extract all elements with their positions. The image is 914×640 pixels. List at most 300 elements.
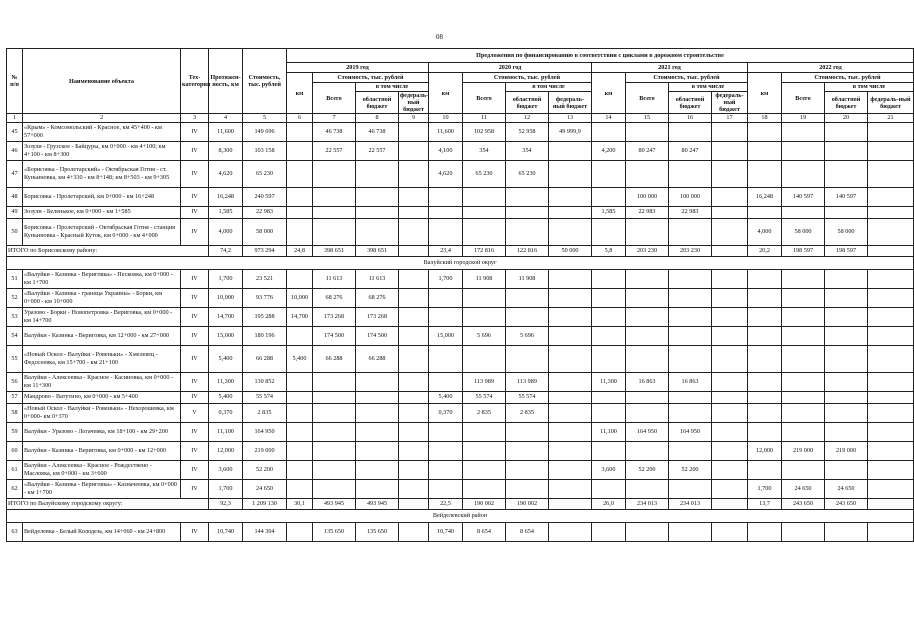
row-number: 53: [7, 307, 23, 326]
column-index-cell: 20: [825, 114, 868, 122]
table-cell: [712, 422, 748, 441]
table-cell: [712, 141, 748, 160]
table-cell: [549, 218, 592, 245]
table-cell: [549, 372, 592, 391]
table-cell: [287, 403, 313, 422]
row-number: 58: [7, 403, 23, 422]
table-cell: [506, 441, 549, 460]
table-cell: 219 000: [782, 441, 825, 460]
table-cell: [748, 422, 782, 441]
table-cell: 219 000: [825, 441, 868, 460]
table-cell: 65 230: [463, 160, 506, 187]
table-cell: 164 950: [243, 422, 287, 441]
column-index-cell: 12: [506, 114, 549, 122]
table-cell: IV: [181, 522, 209, 541]
object-name: «Валуйки - Казинка - Вериговка» - Казначеевка, км 0+000 - км 1+700: [23, 479, 181, 498]
table-cell: [748, 326, 782, 345]
table-cell: [399, 307, 429, 326]
total-label: ИТОГО по Валуйскому городскому округу:: [7, 498, 209, 509]
table-row: [7, 479, 914, 498]
table-cell: [868, 372, 914, 391]
table-cell: 22 983: [626, 206, 669, 218]
table-cell: 22 557: [356, 141, 399, 160]
table-cell: [592, 522, 626, 541]
table-cell: 1,700: [748, 479, 782, 498]
header-km: км: [748, 73, 782, 114]
total-cell: [712, 245, 748, 256]
table-cell: [549, 403, 592, 422]
object-name: Мандрово - Ватутино, км 0+000 - км 5+400: [23, 391, 181, 403]
table-cell: [782, 269, 825, 288]
total-cell: 74,2: [209, 245, 243, 256]
header-total: Всего: [313, 83, 356, 114]
table-cell: 68 276: [356, 288, 399, 307]
total-cell: 50 000: [549, 245, 592, 256]
table-cell: [712, 372, 748, 391]
table-cell: [463, 422, 506, 441]
total-label: ИТОГО по Борисовскому району:: [7, 245, 209, 256]
table-cell: [748, 460, 782, 479]
table-cell: [506, 187, 549, 206]
table-cell: [429, 307, 463, 326]
table-cell: [748, 403, 782, 422]
table-cell: [313, 422, 356, 441]
table-cell: 58 000: [825, 218, 868, 245]
table-cell: [356, 460, 399, 479]
table-cell: [549, 206, 592, 218]
row-number: 51: [7, 269, 23, 288]
total-cell: 23,4: [429, 245, 463, 256]
table-cell: [549, 187, 592, 206]
table-cell: [782, 160, 825, 187]
table-cell: 4,200: [592, 141, 626, 160]
table-cell: [592, 269, 626, 288]
table-cell: 11,600: [429, 122, 463, 141]
object-name: Валуйки - Уразово - Логачевка, км 18+100 - км 29+200: [23, 422, 181, 441]
table-cell: [669, 441, 712, 460]
row-number: 50: [7, 218, 23, 245]
table-cell: [782, 522, 825, 541]
table-cell: [549, 441, 592, 460]
table-row: [7, 403, 914, 422]
column-index-cell: 5: [243, 114, 287, 122]
table-cell: 93 776: [243, 288, 287, 307]
table-cell: 68 276: [313, 288, 356, 307]
table-cell: [287, 441, 313, 460]
table-cell: 46 738: [313, 122, 356, 141]
table-cell: [748, 269, 782, 288]
table-cell: 164 950: [626, 422, 669, 441]
table-cell: 8 654: [463, 522, 506, 541]
table-cell: [712, 345, 748, 372]
table-cell: [287, 460, 313, 479]
table-cell: 11 613: [313, 269, 356, 288]
table-cell: [626, 288, 669, 307]
table-cell: 180 196: [243, 326, 287, 345]
table-cell: [506, 288, 549, 307]
table-cell: [825, 403, 868, 422]
row-number: 45: [7, 122, 23, 141]
object-name: «Новый Оскол - Валуйки - Ровеньки» - Нехорошевка, км 0+000- км 0+370: [23, 403, 181, 422]
table-cell: 52 958: [506, 122, 549, 141]
row-number: 60: [7, 441, 23, 460]
table-cell: 11 908: [463, 269, 506, 288]
table-cell: 8,300: [209, 141, 243, 160]
total-cell: 5,8: [592, 245, 626, 256]
header-regional: областной бюджет: [669, 92, 712, 114]
column-index-cell: 6: [287, 114, 313, 122]
table-cell: 66 288: [243, 345, 287, 372]
column-index-cell: 10: [429, 114, 463, 122]
table-cell: 65 230: [243, 160, 287, 187]
table-cell: [626, 269, 669, 288]
column-index-cell: 9: [399, 114, 429, 122]
table-cell: 4,620: [429, 160, 463, 187]
row-number: 63: [7, 522, 23, 541]
object-name: «Борисовка - Пролетарский» - Октябрьская Готня - ст. Куньиновка, км 4+330 - км 8+148; км 8+503 - км 9+305: [23, 160, 181, 187]
table-cell: [356, 206, 399, 218]
object-name: «Валуйки - Казинка - Вериговка» - Песковка, км 0+000 - км 1+700: [23, 269, 181, 288]
table-cell: [825, 122, 868, 141]
header-cost-group: Стоимость, тыс. рублей: [782, 73, 914, 83]
table-cell: [712, 326, 748, 345]
table-cell: 173 268: [356, 307, 399, 326]
table-cell: IV: [181, 288, 209, 307]
table-row: [7, 307, 914, 326]
table-cell: [549, 345, 592, 372]
table-cell: [712, 307, 748, 326]
table-cell: [868, 391, 914, 403]
table-cell: 15,000: [429, 326, 463, 345]
table-cell: [313, 479, 356, 498]
table-cell: 22 983: [243, 206, 287, 218]
table-cell: [463, 345, 506, 372]
table-cell: [712, 187, 748, 206]
header-regional: областной бюджет: [825, 92, 868, 114]
object-name: Валуйки - Алексеевка - Красное - Рождествено - Масловка, км 0+000 - км 3+600: [23, 460, 181, 479]
table-cell: [356, 372, 399, 391]
table-cell: [313, 441, 356, 460]
table-cell: 12,000: [209, 441, 243, 460]
table-cell: [356, 422, 399, 441]
table-cell: [313, 391, 356, 403]
table-cell: [592, 326, 626, 345]
column-index-row: [7, 114, 914, 122]
header-year-2019: 2019 год: [287, 63, 429, 73]
table-cell: [748, 160, 782, 187]
table-cell: [463, 441, 506, 460]
table-cell: 0,370: [209, 403, 243, 422]
total-cell: 30,1: [287, 498, 313, 509]
total-cell: [868, 498, 914, 509]
table-cell: 100 000: [626, 187, 669, 206]
table-cell: [626, 479, 669, 498]
table-cell: [712, 441, 748, 460]
table-cell: IV: [181, 160, 209, 187]
table-row: [7, 460, 914, 479]
table-cell: 4,000: [748, 218, 782, 245]
table-row: [7, 269, 914, 288]
table-cell: [549, 391, 592, 403]
table-row: [7, 345, 914, 372]
table-cell: [592, 479, 626, 498]
table-cell: [712, 391, 748, 403]
table-cell: IV: [181, 206, 209, 218]
header-category: Тех-категория: [181, 49, 209, 114]
table-cell: 5 696: [506, 326, 549, 345]
table-cell: [825, 326, 868, 345]
table-cell: [669, 391, 712, 403]
column-index-cell: 1: [7, 114, 23, 122]
table-cell: [782, 288, 825, 307]
table-cell: [592, 391, 626, 403]
table-cell: [399, 160, 429, 187]
table-cell: 354: [506, 141, 549, 160]
row-number: 61: [7, 460, 23, 479]
table-cell: [825, 288, 868, 307]
table-cell: [782, 307, 825, 326]
object-name: Зозули - Грузское - Байцуры, км 0+000 - км 4+100; км 4+100 - км 8+300: [23, 141, 181, 160]
table-cell: 140 597: [782, 187, 825, 206]
table-row: [7, 187, 914, 206]
table-cell: [669, 345, 712, 372]
table-cell: 55 574: [506, 391, 549, 403]
total-cell: 203 230: [669, 245, 712, 256]
table-cell: [868, 422, 914, 441]
row-number: 55: [7, 345, 23, 372]
total-cell: 243 650: [782, 498, 825, 509]
table-cell: [287, 522, 313, 541]
table-cell: [399, 441, 429, 460]
table-cell: [592, 307, 626, 326]
table-cell: 149 696: [243, 122, 287, 141]
table-cell: [782, 345, 825, 372]
table-body: [7, 122, 914, 541]
table-cell: 46 738: [356, 122, 399, 141]
table-cell: [549, 160, 592, 187]
table-row: [7, 326, 914, 345]
section-header-row: [7, 509, 914, 522]
table-cell: [429, 288, 463, 307]
table-cell: [506, 345, 549, 372]
table-cell: IV: [181, 460, 209, 479]
table-cell: 16,248: [209, 187, 243, 206]
object-name: «Крым» - Комсомольский - Красное, км 45+400 - км 57+000: [23, 122, 181, 141]
table-row: [7, 218, 914, 245]
object-name: Валуйки - Алексеевка - Красное - Касиновка, км 0+000 - км 11+300: [23, 372, 181, 391]
table-cell: 1,700: [209, 479, 243, 498]
table-cell: 4,100: [429, 141, 463, 160]
table-cell: [399, 391, 429, 403]
table-cell: [399, 460, 429, 479]
row-number: 59: [7, 422, 23, 441]
table-cell: 55 574: [463, 391, 506, 403]
table-cell: [748, 288, 782, 307]
table-cell: [313, 460, 356, 479]
header-regional: областной бюджет: [356, 92, 399, 114]
table-cell: [356, 441, 399, 460]
column-index-cell: 16: [669, 114, 712, 122]
table-cell: 219 000: [243, 441, 287, 460]
table-cell: 52 200: [243, 460, 287, 479]
header-federal: федераль-ный бюджет: [868, 92, 914, 114]
object-name: Валуйки - Казинка - Вериговка, км 0+000 - км 12+000: [23, 441, 181, 460]
table-cell: 1,700: [429, 269, 463, 288]
table-cell: [748, 122, 782, 141]
table-cell: [463, 218, 506, 245]
table-cell: 173 268: [313, 307, 356, 326]
table-cell: 135 650: [313, 522, 356, 541]
table-cell: 135 650: [356, 522, 399, 541]
table-cell: 58 000: [782, 218, 825, 245]
total-cell: [399, 245, 429, 256]
table-cell: 16 863: [669, 372, 712, 391]
table-cell: [506, 218, 549, 245]
table-cell: [429, 206, 463, 218]
table-cell: [825, 141, 868, 160]
table-cell: IV: [181, 141, 209, 160]
total-cell: 24,8: [287, 245, 313, 256]
table-cell: [429, 479, 463, 498]
table-cell: [399, 479, 429, 498]
table-cell: 66 288: [356, 345, 399, 372]
table-cell: [399, 403, 429, 422]
table-cell: [429, 218, 463, 245]
table-cell: [669, 403, 712, 422]
table-cell: [626, 403, 669, 422]
header-year-2022: 2022 год: [748, 63, 914, 73]
table-cell: [712, 160, 748, 187]
financing-table: [6, 48, 914, 542]
column-index-cell: 8: [356, 114, 399, 122]
table-cell: [592, 160, 626, 187]
table-cell: [549, 479, 592, 498]
column-index-cell: 19: [782, 114, 825, 122]
header-length: Протяжен-ность, км: [209, 49, 243, 114]
table-cell: 4,620: [209, 160, 243, 187]
table-cell: 2 835: [243, 403, 287, 422]
header-year-2020: 2020 год: [429, 63, 592, 73]
object-name: Вейделевка - Белый Колодезь, км 14+060 - км 24+800: [23, 522, 181, 541]
table-cell: [868, 479, 914, 498]
table-cell: [463, 307, 506, 326]
row-number: 62: [7, 479, 23, 498]
table-cell: [399, 522, 429, 541]
table-cell: [313, 206, 356, 218]
table-cell: [782, 391, 825, 403]
table-cell: IV: [181, 326, 209, 345]
table-cell: 24 650: [825, 479, 868, 498]
table-cell: [782, 422, 825, 441]
table-cell: [669, 479, 712, 498]
table-cell: [506, 206, 549, 218]
table-cell: [399, 187, 429, 206]
table-cell: [748, 307, 782, 326]
table-cell: IV: [181, 187, 209, 206]
total-cell: 398 651: [356, 245, 399, 256]
table-cell: 8 654: [506, 522, 549, 541]
table-cell: [712, 460, 748, 479]
table-cell: 5,400: [209, 345, 243, 372]
header-federal: федераль-ный бюджет: [712, 92, 748, 114]
table-cell: [748, 522, 782, 541]
column-index-cell: 2: [23, 114, 181, 122]
table-row: [7, 441, 914, 460]
table-cell: [626, 218, 669, 245]
table-cell: [868, 522, 914, 541]
table-cell: [868, 307, 914, 326]
table-cell: 4,000: [209, 218, 243, 245]
table-row: [7, 122, 914, 141]
table-cell: 0,370: [429, 403, 463, 422]
table-cell: 10,740: [429, 522, 463, 541]
table-cell: [782, 206, 825, 218]
total-cell: 243 650: [825, 498, 868, 509]
row-number: 48: [7, 187, 23, 206]
table-cell: [868, 122, 914, 141]
table-cell: 113 989: [506, 372, 549, 391]
table-cell: 22 983: [669, 206, 712, 218]
table-cell: [626, 441, 669, 460]
table-cell: 2 835: [506, 403, 549, 422]
table-cell: [626, 160, 669, 187]
table-cell: [868, 218, 914, 245]
table-cell: 1,700: [209, 269, 243, 288]
table-cell: IV: [181, 122, 209, 141]
table-cell: 24 650: [782, 479, 825, 498]
total-cell: 190 002: [506, 498, 549, 509]
table-cell: [399, 206, 429, 218]
table-row: [7, 422, 914, 441]
object-name: Борисовка - Пролетарский, км 0+000 - км 16+248: [23, 187, 181, 206]
table-cell: [868, 187, 914, 206]
table-cell: [712, 269, 748, 288]
table-cell: [356, 187, 399, 206]
table-cell: [825, 460, 868, 479]
table-cell: [782, 122, 825, 141]
total-row: [7, 245, 914, 256]
table-cell: 354: [463, 141, 506, 160]
table-cell: 14,700: [209, 307, 243, 326]
table-cell: [712, 522, 748, 541]
header-including: в том числе: [825, 83, 914, 92]
header-regional: областной бюджет: [506, 92, 549, 114]
table-cell: 140 597: [825, 187, 868, 206]
table-cell: 15,000: [209, 326, 243, 345]
table-row: [7, 206, 914, 218]
table-cell: 10,000: [209, 288, 243, 307]
table-cell: IV: [181, 269, 209, 288]
table-cell: [592, 403, 626, 422]
table-cell: [592, 288, 626, 307]
table-cell: [626, 122, 669, 141]
table-cell: [287, 187, 313, 206]
header-km: км: [429, 73, 463, 114]
total-cell: 1 209 130: [243, 498, 287, 509]
header-proposals: Предложения по финансированию в соответствии с циклами в дорожном строительстве: [287, 49, 914, 63]
table-cell: [868, 160, 914, 187]
table-cell: 24 650: [243, 479, 287, 498]
total-cell: 122 816: [506, 245, 549, 256]
table-cell: 22 557: [313, 141, 356, 160]
header-total: Всего: [463, 83, 506, 114]
table-cell: 11 613: [356, 269, 399, 288]
table-cell: [549, 422, 592, 441]
table-cell: 80 247: [626, 141, 669, 160]
table-cell: [399, 422, 429, 441]
table-row: [7, 160, 914, 187]
table-cell: 11,100: [209, 422, 243, 441]
